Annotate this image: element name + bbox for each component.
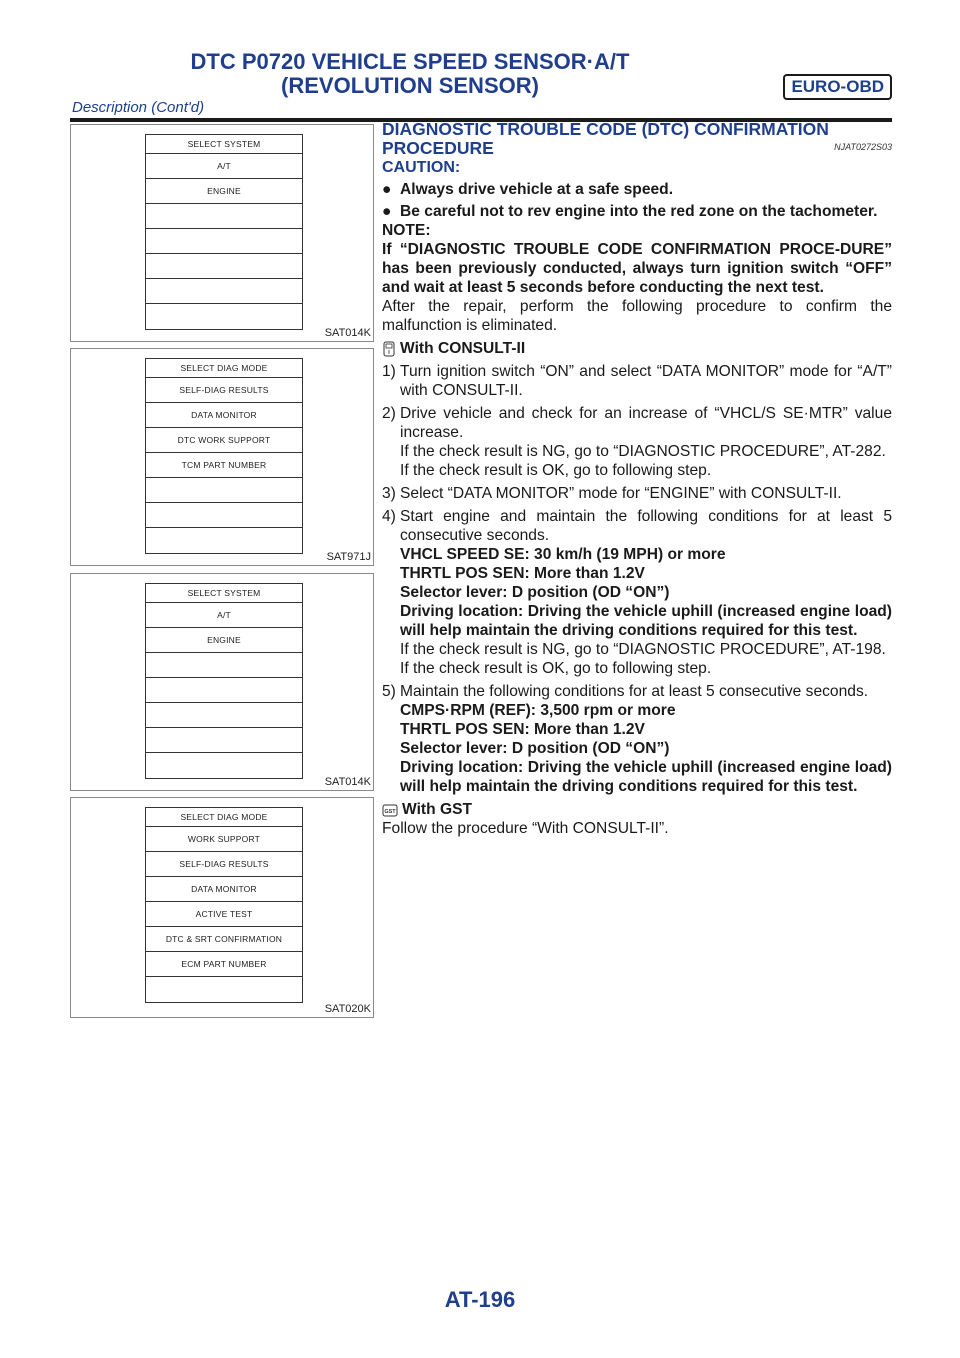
euro-obd-badge: EURO-OBD (783, 74, 892, 100)
screen-row (146, 503, 302, 528)
screen-row (146, 703, 302, 728)
intro-text: After the repair, perform the following procedure to confirm the malfunction is eliminated. (382, 298, 892, 334)
screen-row (146, 204, 302, 229)
caution-item: ● Be careful not to rev engine into the red zone on the tachometer. (382, 203, 878, 220)
consult-screen (145, 134, 303, 330)
screen-row: A/T (146, 154, 302, 179)
note-label: NOTE: (382, 222, 431, 239)
screen-row: A/T (146, 603, 302, 628)
gst-subheading: GST With GST (382, 800, 892, 819)
procedure-step: 3) Select “DATA MONITOR” mode for “ENGINE” with CONSULT-II. (382, 485, 842, 502)
figure-caption: SAT014K (324, 327, 371, 339)
screen-row (146, 528, 302, 553)
screen-row: SELF-DIAG RESULTS (146, 852, 302, 877)
screen-row: SELECT SYSTEM (146, 584, 302, 603)
screen-row (146, 653, 302, 678)
section-title: DIAGNOSTIC TROUBLE CODE (DTC) CONFIRMATION PROCEDURE NJAT0272S03 (382, 119, 892, 158)
screen-row (146, 478, 302, 503)
screen-row (146, 753, 302, 778)
screen-row: WORK SUPPORT (146, 827, 302, 852)
screen-row: DATA MONITOR (146, 877, 302, 902)
procedure-step: 5) Maintain the following conditions for at least 5 consecutive seconds. CMPS·RPM (REF): 3,500 rpm or more THRTL POS SEN: More than 1.2V Selector lever: D position (OD “ON”) Driving location: Driving the vehicle uphill (increased engine load) will help maintain the driving conditions required for this test. (382, 683, 892, 795)
screen-row: ENGINE (146, 628, 302, 653)
screen-row: SELECT DIAG MODE (146, 808, 302, 827)
procedure-step: 1) Turn ignition switch “ON” and select “DATA MONITOR” mode for “A/T” with CONSULT-II. (382, 363, 892, 399)
procedure-step: 2) Drive vehicle and check for an increase of “VHCL/S SE·MTR” value increase. If the check result is NG, go to “DIAGNOSTIC PROCEDURE”, AT-282. If the check result is OK, go to following step. (382, 405, 892, 479)
gst-text: Follow the procedure “With CONSULT-II”. (382, 820, 669, 837)
figure-sat014k-1 (70, 124, 374, 342)
screen-row (146, 279, 302, 304)
caution-label: CAUTION: (382, 159, 461, 176)
gst-tool-icon (382, 802, 398, 818)
caution-item: ● Always drive vehicle at a safe speed. (382, 181, 674, 198)
reference-code: NJAT0272S03 (834, 142, 892, 152)
screen-row (146, 728, 302, 753)
page-header (70, 49, 892, 116)
page-title: DTC P0720 VEHICLE SPEED SENSOR·A/T (REVOLUTION SENSOR) (190, 49, 630, 98)
page-subtitle: Description (Cont'd) (72, 99, 205, 116)
screen-row (146, 977, 302, 1002)
consult-tester-icon (382, 341, 396, 357)
screen-row: DTC WORK SUPPORT (146, 428, 302, 453)
figure-sat014k-2 (70, 573, 374, 791)
page-number: AT-196 (444, 1287, 516, 1312)
figure-caption: SAT020K (324, 1003, 371, 1015)
bullet-icon: ● (382, 203, 392, 220)
figure-sat971j (70, 348, 374, 566)
bullet-icon: ● (382, 181, 392, 198)
figure-caption: SAT971J (326, 551, 371, 563)
screen-row: ENGINE (146, 179, 302, 204)
screen-row: ECM PART NUMBER (146, 952, 302, 977)
note-text: If “DIAGNOSTIC TROUBLE CODE CONFIRMATION PROCE-DURE” has been previously conducted, always turn ignition switch “OFF” and wait at least 5 seconds before conducting the next test. (382, 241, 892, 296)
procedure-step: 4) Start engine and maintain the following conditions for at least 5 consecutive seconds. VHCL SPEED SE: 30 km/h (19 MPH) or more THRTL POS SEN: More than 1.2V Selector lever: D position (OD “ON”) Driving location: Driving the vehicle uphill (increased engine load) will help maintain the driving conditions required for this test. If the check result is NG, go to “DIAGNOSTIC PROCEDURE”, AT-198. If the check result is OK, go to following step. (382, 508, 892, 677)
screen-row (146, 678, 302, 703)
figure-sat020k (70, 797, 374, 1018)
screen-row (146, 229, 302, 254)
svg-text:GST: GST (384, 808, 396, 815)
screen-row: SELECT SYSTEM (146, 135, 302, 154)
screen-row (146, 254, 302, 279)
screen-row (146, 304, 302, 329)
procedure-text (382, 120, 892, 838)
screen-row: SELF-DIAG RESULTS (146, 378, 302, 403)
screen-row: DATA MONITOR (146, 403, 302, 428)
screen-row: TCM PART NUMBER (146, 453, 302, 478)
figure-caption: SAT014K (324, 776, 371, 788)
consult-subheading: With CONSULT-II (382, 339, 892, 358)
screen-row: DTC & SRT CONFIRMATION (146, 927, 302, 952)
consult-screen (145, 807, 303, 1003)
screen-row: ACTIVE TEST (146, 902, 302, 927)
consult-screen (145, 583, 303, 779)
consult-screen (145, 358, 303, 554)
screen-row: SELECT DIAG MODE (146, 359, 302, 378)
